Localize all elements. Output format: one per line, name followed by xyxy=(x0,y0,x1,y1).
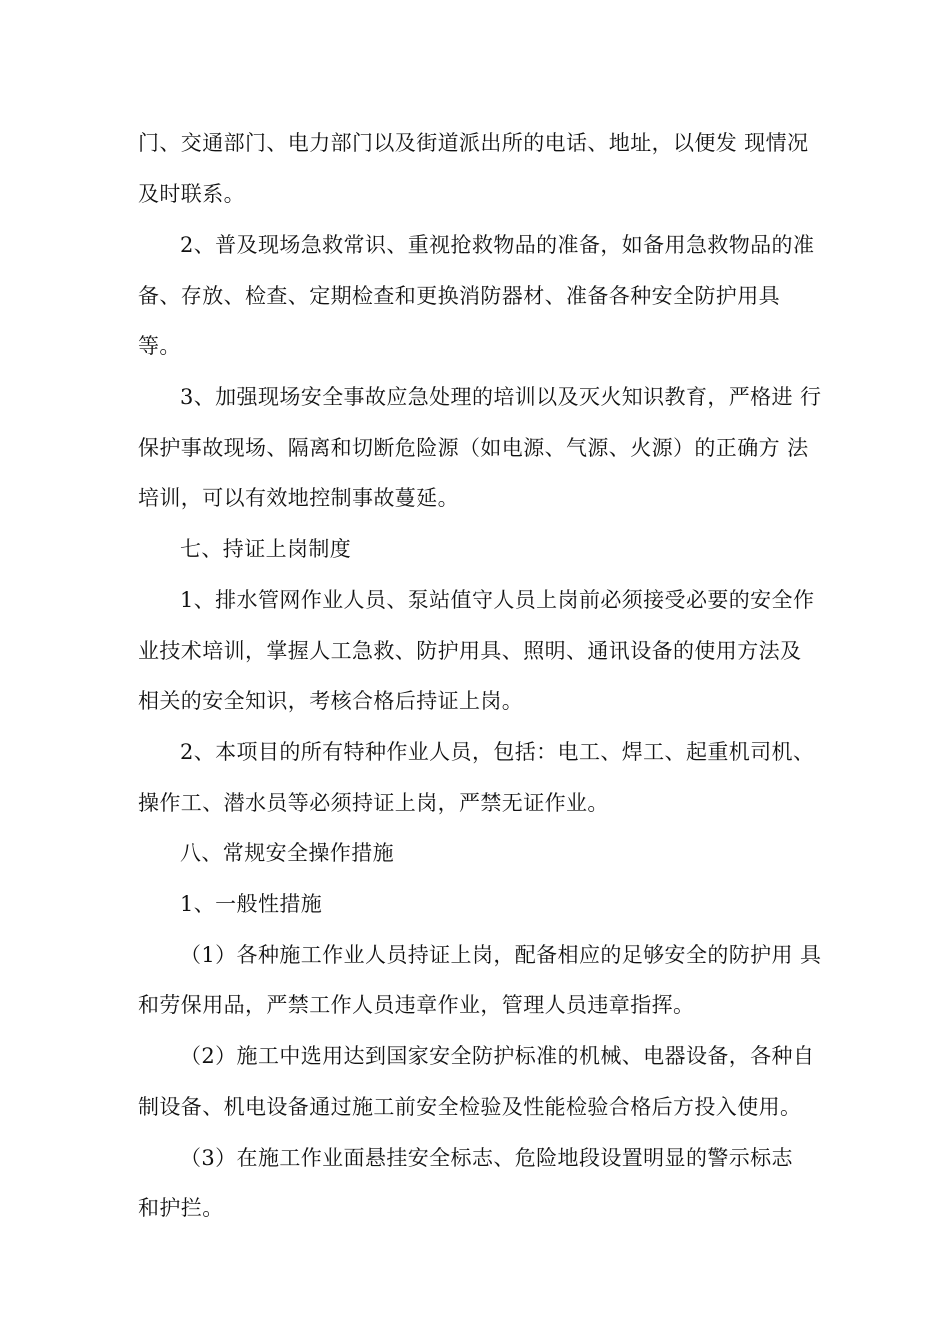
text-line: 培训，可以有效地控制事故蔓延。 xyxy=(138,486,459,510)
text-line: 相关的安全知识，考核合格后持证上岗。 xyxy=(138,689,524,713)
text-line: 3、加强现场安全事故应急处理的培训以及灭火知识教育，严格进 行 xyxy=(180,385,822,409)
text-line: 门、交通部门、电力部门以及街道派出所的电话、地址，以便发 现情况 xyxy=(138,131,809,155)
text-line: 操作工、潜水员等必须持证上岗，严禁无证作业。 xyxy=(138,791,609,815)
text-line: 备、存放、检查、定期检查和更换消防器材、准备各种安全防护用具 xyxy=(138,284,780,308)
text-line: （3）在施工作业面悬挂安全标志、危险地段设置明显的警示标志 xyxy=(180,1146,793,1170)
text-line: 保护事故现场、隔离和切断危险源（如电源、气源、火源）的正确方 法 xyxy=(138,436,809,460)
text-line: 1、排水管网作业人员、泵站值守人员上岗前必须接受必要的安全作 xyxy=(180,588,815,612)
text-line: 2、普及现场急救常识、重视抢救物品的准备，如备用急救物品的准 xyxy=(180,233,815,257)
section-heading: 八、常规安全操作措施 xyxy=(180,841,394,865)
text-line: 制设备、机电设备通过施工前安全检验及性能检验合格后方投入使用。 xyxy=(138,1095,802,1119)
text-line: 和劳保用品，严禁工作人员违章作业，管理人员违章指挥。 xyxy=(138,993,695,1017)
text-line: （1）各种施工作业人员持证上岗，配备相应的足够安全的防护用 具 xyxy=(180,943,822,967)
subsection-heading: 1、一般性措施 xyxy=(180,892,323,916)
text-line: 等。 xyxy=(138,334,181,358)
text-line: 及时联系。 xyxy=(138,182,245,206)
text-line: （2）施工中选用达到国家安全防护标准的机械、电器设备，各种自 xyxy=(180,1044,815,1068)
text-line: 2、本项目的所有特种作业人员，包括：电工、焊工、起重机司机、 xyxy=(180,740,815,764)
section-heading: 七、持证上岗制度 xyxy=(180,537,352,561)
text-line: 和护拦。 xyxy=(138,1196,224,1220)
text-line: 业技术培训，掌握人工急救、防护用具、照明、通讯设备的使用方法及 xyxy=(138,639,802,663)
